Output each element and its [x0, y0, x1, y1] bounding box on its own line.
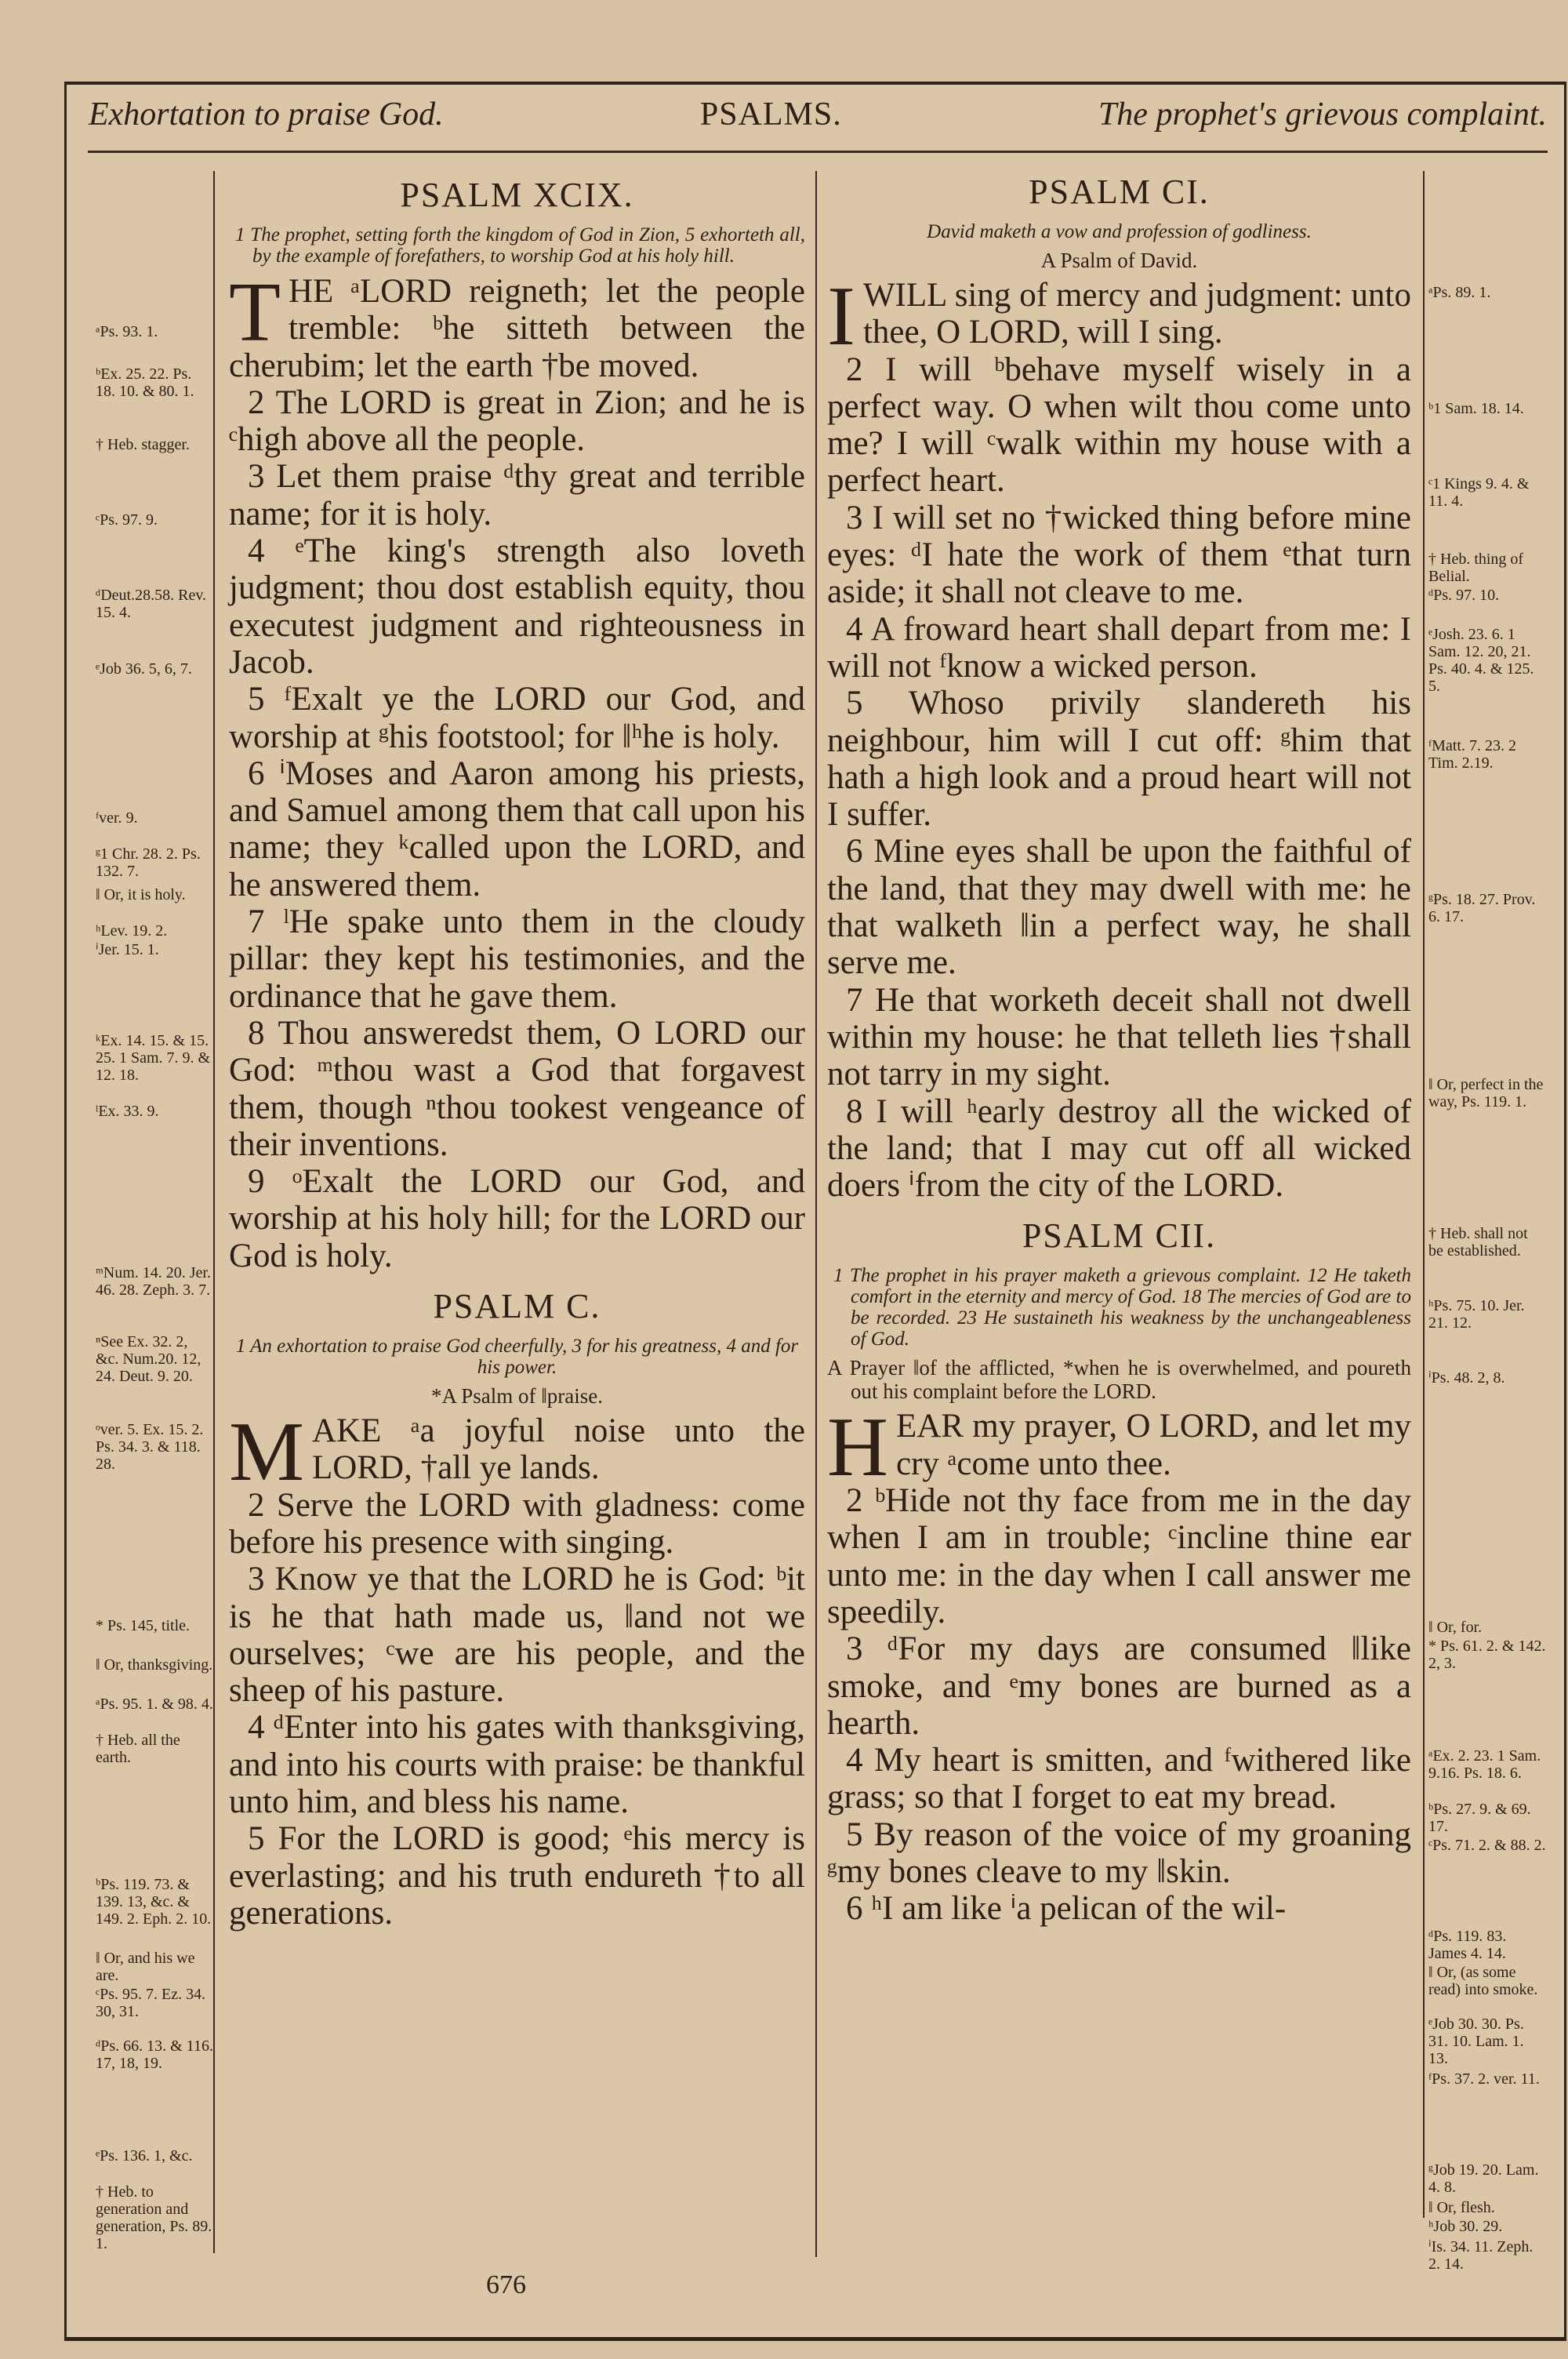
margin-note: † Heb. all the earth. [96, 1732, 180, 1766]
psalm-title: PSALM XCIX. [400, 176, 634, 214]
margin-note: ᵐNum. 14. 20. Jer. 46. 28. Zeph. 3. 7. [96, 1264, 211, 1299]
text-column-right [827, 171, 1411, 1928]
margin-note: ᶠMatt. 7. 23. 2 Tim. 2.19. [1428, 737, 1516, 772]
verse: 8 I will ʰearly destroy all the wicked of the land; that I may cut off all wicked doers ⁱfrom the city of the LORD. [827, 1092, 1411, 1205]
verse: 9 ᵒExalt the LORD our God, and worship at his holy hill; for the LORD our God is holy. [229, 1163, 805, 1274]
margin-note: ‖ Or, (as some read) into smoke. [1428, 1964, 1538, 1998]
margin-note: ⁱIs. 34. 11. Zeph. 2. 14. [1428, 2238, 1534, 2273]
verse: HEAR my prayer, O LORD, and let my cry ᵃcome unto thee. [827, 1401, 1411, 1495]
verse: 5 ᶠExalt ye the LORD our God, and worship at ᵍhis footstool; for ‖ʰhe is holy. [229, 681, 805, 755]
verse: 2 Serve the LORD with gladness: come before his presence with singing. [229, 1486, 805, 1561]
margin-note: ‖ Or, thanksgiving. [96, 1656, 213, 1674]
margin-note: ⁱPs. 48. 2, 8. [1428, 1369, 1505, 1387]
margin-note: ⁱJer. 15. 1. [96, 941, 159, 958]
column-rule-center [815, 171, 817, 2257]
running-head-left: Exhortation to praise God. [89, 96, 444, 133]
verse: 4 ᵉThe king's strength also loveth judgment; thou dost establish equity, thou executest judgment and righteousness in Jacob. [229, 533, 805, 681]
margin-note: ᵉJob 30. 30. Ps. 31. 10. Lam. 1. 13. [1428, 2016, 1524, 2067]
margin-note: ᶜPs. 95. 7. Ez. 34. 30, 31. [96, 1986, 206, 2020]
verse: 2 I will ᵇbehave myself wisely in a perfect way. O when wilt thou come unto me? I will ᶜwalk within my house with a perfect heart. [827, 351, 1411, 500]
verse: 2 The LORD is great in Zion; and he is ᶜhigh above all the people. [229, 383, 805, 459]
margin-note: ᵈPs. 119. 83. James 4. 14. [1428, 1928, 1507, 1962]
drop-cap: I [827, 270, 855, 363]
psalm-superscription: *A Psalm of ‖praise. [430, 1384, 604, 1408]
verse: 2 ᵇHide not thy face from me in the day when I am in trouble; ᶜincline thine ear unto me: in the day when I call answer me speedily. [827, 1482, 1411, 1630]
psalm-summary: 1 The prophet, setting forth the kingdom of God in Zion, 5 exhorteth all, by the example of forefathers, to worship God at his holy hill. [235, 224, 805, 267]
verse: 3 Let them praise ᵈthy great and terrible name; for it is holy. [229, 458, 805, 533]
margin-note: ᵒver. 5. Ex. 15. 2. Ps. 34. 3. & 118. 28. [96, 1421, 204, 1473]
margin-note: ᵇPs. 27. 9. & 69. 17. [1428, 1801, 1531, 1835]
verse: 3 Know ye that the LORD he is God: ᵇit is he that hath made us, ‖and not we ourselves; ᶜwe are his people, and the sheep of his pasture. [229, 1561, 805, 1710]
verse: THE ᵃLORD reigneth; let the people tremble: ᵇhe sitteth between the cherubim; let the earth †be moved. [229, 266, 805, 384]
margin-note: † Heb. stagger. [96, 436, 190, 453]
text-column-left [229, 174, 805, 1932]
margin-note: ᵉJob 36. 5, 6, 7. [96, 660, 192, 678]
margin-note: ‖ Or, and his we are. [96, 1950, 195, 1984]
verse: 4 A froward heart shall depart from me: I will not ᶠknow a wicked person. [827, 610, 1411, 685]
psalm-title: PSALM CII. [1022, 1216, 1217, 1256]
verse: 6 ⁱMoses and Aaron among his priests, and Samuel among them that call upon his name; they ᵏcalled upon the LORD, and he answered them. [229, 754, 805, 903]
psalm-title: PSALM C. [433, 1287, 601, 1326]
verse: 4 My heart is smitten, and ᶠwithered like grass; so that I forget to eat my bread. [827, 1742, 1411, 1816]
margin-note: * Ps. 61. 2. & 142. 2, 3. [1428, 1637, 1546, 1672]
psalm-summary: David maketh a vow and profession of godliness. [927, 221, 1312, 242]
verse: 3 ᵈFor my days are consumed ‖like smoke, and ᵉmy bones are burned as a hearth. [827, 1630, 1411, 1742]
margin-note: ᵈDeut.28.58. Rev. 15. 4. [96, 587, 207, 621]
verse: 5 Whoso privily slandereth his neighbour, him will I cut off: ᵍhim that hath a high look and a proud heart will not I suffer. [827, 685, 1411, 834]
margin-note: ‖ Or, for. [1428, 1619, 1483, 1636]
psalm-summary: 1 An exhortation to praise God cheerfully, 3 for his greatness, 4 and for his power. [235, 1336, 799, 1379]
psalm-102 [827, 1215, 1411, 1927]
margin-note: † Heb. to generation and generation, Ps. 89. 1. [96, 2183, 212, 2252]
psalm-99 [229, 174, 805, 1274]
margin-note: ᶠPs. 37. 2. ver. 11. [1428, 2070, 1540, 2088]
margin-note: ᵉJosh. 23. 6. 1 Sam. 12. 20, 21. Ps. 40. 4. & 125. 5. [1428, 626, 1534, 695]
margin-note: ᵇ1 Sam. 18. 14. [1428, 400, 1524, 417]
margin-note: ᵈPs. 66. 13. & 116. 17, 18, 19. [96, 2037, 213, 2072]
verse: 7 ˡHe spake unto them in the cloudy pillar: they kept his testimonies, and the ordinance that he gave them. [229, 903, 805, 1015]
verse: 3 I will set no †wicked thing before mine eyes: ᵈI hate the work of them ᵉthat turn aside; it shall not cleave to me. [827, 499, 1411, 611]
psalm-summary: 1 The prophet in his prayer maketh a grievous complaint. 12 He taketh comfort in the eternity and mercy of God. 18 The mercies of God are to be recorded. 23 He sustaineth his weakness by the unchangeableness of God. [833, 1265, 1411, 1350]
margin-note: ᵃEx. 2. 23. 1 Sam. 9.16. Ps. 18. 6. [1428, 1747, 1541, 1782]
verse: MAKE ᵃa joyful noise unto the LORD, †all ye lands. [229, 1405, 805, 1499]
margin-note: ᵍJob 19. 20. Lam. 4. 8. [1428, 2161, 1539, 2196]
margin-note: ᶜPs. 71. 2. & 88. 2. [1428, 1837, 1546, 1854]
margin-note: ʰPs. 75. 10. Jer. 21. 12. [1428, 1297, 1525, 1332]
drop-cap: M [229, 1405, 305, 1499]
margin-note: ˡEx. 33. 9. [96, 1103, 159, 1120]
verse: 6 Mine eyes shall be upon the faithful of the land, that they may dwell with me: he that walketh ‖in a perfect way, he shall serve me. [827, 833, 1411, 982]
margin-note: ᶜ1 Kings 9. 4. & 11. 4. [1428, 475, 1530, 510]
verse: 4 ᵈEnter into his gates with thanksgiving, and into his courts with praise: be thankful unto him, and bless his name. [229, 1709, 805, 1820]
margin-note: ʰJob 30. 29. [1428, 2218, 1503, 2235]
running-head [89, 88, 1547, 141]
margin-note: ᵍPs. 18. 27. Prov. 6. 17. [1428, 891, 1536, 925]
margin-note: ᵉPs. 136. 1, &c. [96, 2147, 193, 2165]
margin-note: ᵍ1 Chr. 28. 2. Ps. 132. 7. [96, 845, 201, 880]
running-head-right: The prophet's grievous complaint. [1098, 96, 1547, 133]
margin-note: ᵈPs. 97. 10. [1428, 587, 1500, 604]
drop-cap: H [827, 1401, 888, 1495]
margin-note: ⁿSee Ex. 32. 2, &c. Num.20. 12, 24. Deut. 9. 20. [96, 1333, 201, 1385]
margin-note: † Heb. thing of Belial. [1428, 551, 1524, 585]
margin-note: ᵃPs. 93. 1. [96, 323, 158, 340]
margin-note: ᵇPs. 119. 73. & 139. 13, &c. & 149. 2. Eph. 2. 10. [96, 1876, 212, 1928]
verse: 6 ʰI am like ⁱa pelican of the wil- [846, 1890, 1287, 1928]
verse: 5 For the LORD is good; ᵉhis mercy is everlasting; and his truth endureth †to all generations. [229, 1820, 805, 1932]
psalm-superscription: A Psalm of David. [1040, 249, 1198, 272]
psalm-title: PSALM CI. [1029, 173, 1210, 211]
verse: 8 Thou answeredst them, O LORD our God: ᵐthou wast a God that forgavest them, though ⁿthou tookest vengeance of their inventions. [229, 1014, 805, 1163]
psalm-superscription: A Prayer ‖of the afflicted, *when he is overwhelmed, and poureth out his complaint before the LORD. [827, 1356, 1411, 1404]
psalm-101 [827, 171, 1411, 1204]
header-rule [88, 151, 1548, 153]
margin-note: ʰLev. 19. 2. [96, 922, 168, 940]
margin-note: ᵏEx. 14. 15. & 15. 25. 1 Sam. 7. 9. & 12. 18. [96, 1032, 211, 1084]
margin-note: * Ps. 145, title. [96, 1617, 191, 1634]
margin-note: ᶜPs. 97. 9. [96, 511, 158, 529]
column-rule-right [1423, 171, 1425, 2218]
margin-note: ‖ Or, perfect in the way, Ps. 119. 1. [1428, 1076, 1544, 1110]
margin-note: ᵃPs. 95. 1. & 98. 4. [96, 1696, 213, 1713]
psalm-100 [229, 1285, 805, 1932]
margin-note: ‖ Or, it is holy. [96, 886, 186, 903]
running-head-book: PSALMS. [699, 96, 842, 133]
verse: 7 He that worketh deceit shall not dwell within my house: he that telleth lies †shall not tarry in my sight. [827, 981, 1411, 1093]
margin-note: ‖ Or, flesh. [1428, 2199, 1495, 2216]
drop-cap: T [229, 266, 281, 359]
margin-note: ᶠver. 9. [96, 809, 138, 827]
verse: IWILL sing of mercy and judgment: unto thee, O LORD, will I sing. [827, 270, 1411, 363]
page-number: 676 [486, 2270, 526, 2299]
margin-note: ᵃPs. 89. 1. [1428, 284, 1491, 301]
column-rule-left [213, 171, 215, 2253]
margin-note: ᵇEx. 25. 22. Ps. 18. 10. & 80. 1. [96, 365, 194, 400]
margin-note: † Heb. shall not be established. [1428, 1225, 1528, 1259]
verse: 5 By reason of the voice of my groaning ᵍmy bones cleave to my ‖skin. [827, 1816, 1411, 1890]
